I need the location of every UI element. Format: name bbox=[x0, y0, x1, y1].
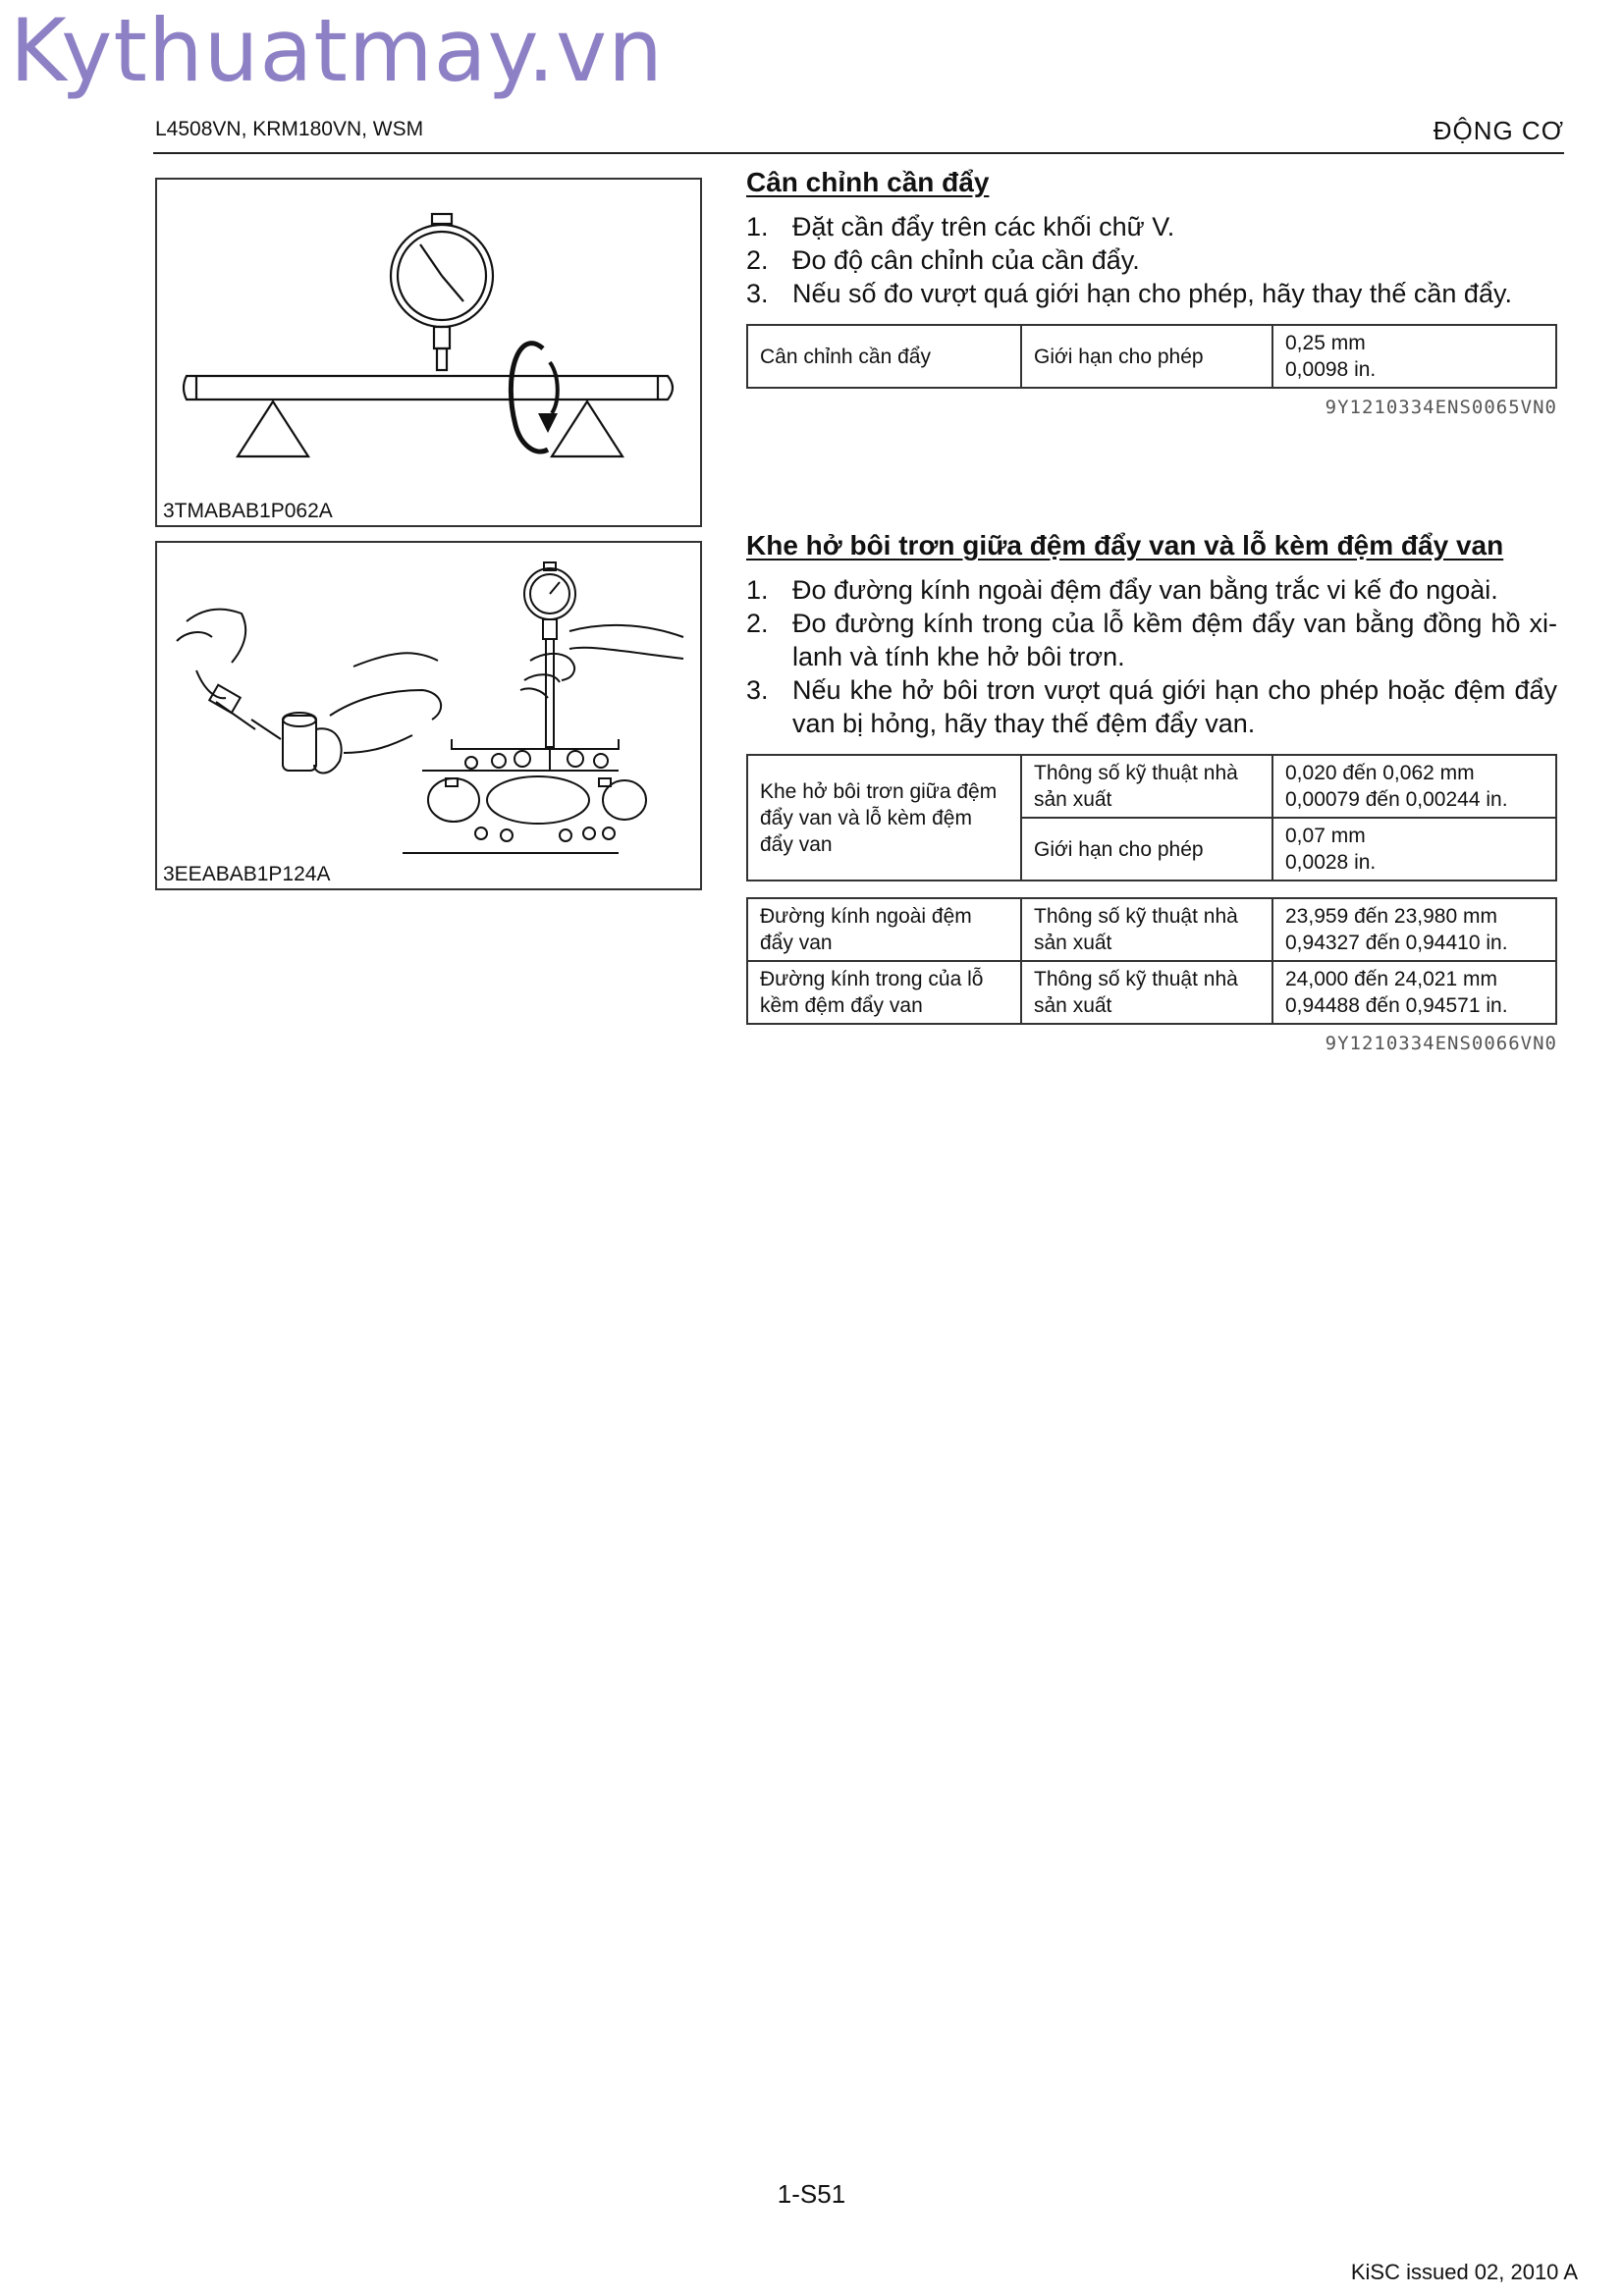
table-cell: Thông số kỹ thuật nhà sản xuất bbox=[1021, 755, 1272, 818]
list-item: 2. Đo độ cân chỉnh của cần đẩy. bbox=[746, 245, 1140, 275]
table-cell: Khe hở bôi trơn giữa đệm đẩy van và lỗ kèm đệm đẩy van bbox=[747, 755, 1021, 881]
table-cell: 0,020 đến 0,062 mm 0,00079 đến 0,00244 in. bbox=[1272, 755, 1556, 818]
step-list bbox=[746, 210, 1565, 310]
table-cell: Giới hạn cho phép bbox=[1021, 818, 1272, 881]
table-cell: 0,07 mm 0,0028 in. bbox=[1272, 818, 1556, 881]
issue-note: KiSC issued 02, 2010 A bbox=[1350, 2260, 1578, 2284]
spec-table bbox=[746, 324, 1557, 389]
diameter-table bbox=[746, 897, 1557, 1025]
watermark: Kythuatmay.vn bbox=[10, 0, 664, 101]
header-chapter: ĐỘNG CƠ bbox=[1433, 116, 1564, 145]
section-title: Khe hở bôi trơn giữa đệm đẩy van và lỗ kèm đệm đẩy van bbox=[746, 530, 1504, 561]
document-code: 9Y1210334ENS0066VN0 bbox=[1325, 1033, 1557, 1054]
header-model: L4508VN, KRM180VN, WSM bbox=[155, 118, 424, 140]
figure-pushrod bbox=[155, 178, 702, 527]
pushrod-illustration bbox=[157, 180, 700, 494]
tappet-illustration bbox=[157, 543, 700, 857]
table-cell: 23,959 đến 23,980 mm 0,94327 đến 0,94410 in. bbox=[1272, 898, 1556, 961]
table-row bbox=[747, 961, 1556, 1024]
list-item: 1. Đo đường kính ngoài đệm đẩy van bằng trắc vi kế đo ngoài. bbox=[746, 575, 1498, 605]
section-title: Cân chỉnh cần đẩy bbox=[746, 167, 990, 197]
table-cell: 0,25 mm 0,0098 in. bbox=[1272, 325, 1556, 388]
table-cell: Giới hạn cho phép bbox=[1021, 325, 1272, 388]
table-row bbox=[747, 755, 1556, 818]
page-number: 1-S51 bbox=[777, 2179, 846, 2209]
section-pushrod-alignment bbox=[746, 167, 1565, 418]
table-row bbox=[747, 898, 1556, 961]
clearance-table bbox=[746, 754, 1557, 881]
header-rule bbox=[153, 152, 1564, 154]
list-item: 3. Nếu số đo vượt quá giới hạn cho phép, hãy thay thế cần đẩy. bbox=[746, 279, 1512, 308]
figure-caption: 3EEABAB1P124A bbox=[163, 863, 331, 885]
document-code: 9Y1210334ENS0065VN0 bbox=[1325, 397, 1557, 418]
table-row bbox=[747, 325, 1556, 388]
section-tappet-clearance bbox=[746, 530, 1565, 1054]
step-list bbox=[746, 573, 1557, 740]
table-cell: Thông số kỹ thuật nhà sản xuất bbox=[1021, 961, 1272, 1024]
table-cell: Đường kính ngoài đệm đẩy van bbox=[747, 898, 1021, 961]
table-cell: Cân chỉnh cần đẩy bbox=[747, 325, 1021, 388]
list-item: 3. Nếu khe hở bôi trơn vượt quá giới hạn cho phép hoặc đệm đẩy van bị hỏng, hãy thay thế đệm đẩy van. bbox=[746, 675, 1557, 738]
list-item: 2. Đo đường kính trong của lỗ kềm đệm đẩy van bằng đồng hồ xi-lanh và tính khe hở bôi trơn. bbox=[746, 609, 1557, 671]
list-item: 1. Đặt cần đẩy trên các khối chữ V. bbox=[746, 212, 1175, 241]
figure-caption: 3TMABAB1P062A bbox=[163, 500, 333, 522]
figure-tappet bbox=[155, 541, 702, 890]
table-cell: Thông số kỹ thuật nhà sản xuất bbox=[1021, 898, 1272, 961]
table-cell: Đường kính trong của lỗ kềm đệm đẩy van bbox=[747, 961, 1021, 1024]
table-cell: 24,000 đến 24,021 mm 0,94488 đến 0,94571 in. bbox=[1272, 961, 1556, 1024]
